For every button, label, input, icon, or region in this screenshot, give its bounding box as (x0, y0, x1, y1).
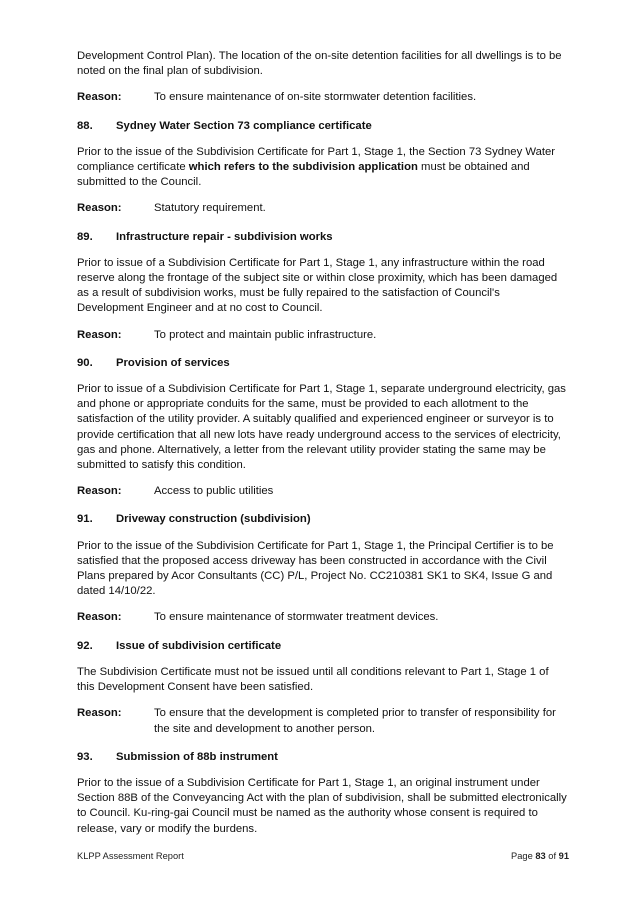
condition-text-emphasis: which refers to the subdivision application (188, 161, 418, 174)
condition-text: Prior to the issue of the Subdivision Certificate for Part 1, Stage 1, the Section 73 Sydney Water compliance certificate (77, 145, 556, 174)
condition-number: 92. (77, 639, 93, 652)
condition-paragraph: Prior to the issue of a Subdivision Certificate for Part 1, Stage 1, an original instrument under Section 88B of the Conveyancing Act with the plan of subdivision, shall be submitted electronically to Council. Ku-ring-gai Council must be named as the authority whose consent is required to release, vary or modify the burdens. (77, 776, 567, 835)
reason-text: To ensure maintenance of stormwater treatment devices. (154, 611, 439, 624)
reason-text: To protect and maintain public infrastructure. (154, 328, 377, 341)
condition-paragraph (77, 145, 569, 191)
reason-text: Statutory requirement. (154, 202, 266, 215)
reason-text: To ensure maintenance of on-site stormwater detention facilities. (154, 91, 477, 104)
reason-row (77, 328, 569, 343)
reason-text: To ensure that the development is completed prior to transfer of responsibility for the site and development to another person. (154, 707, 556, 735)
condition-number: 88. (77, 119, 93, 132)
reason-label: Reason: (77, 611, 122, 624)
condition-title: Provision of services (116, 356, 230, 369)
reason-row (77, 706, 569, 736)
condition-paragraph: Prior to issue of a Subdivision Certificate for Part 1, Stage 1, separate underground electricity, gas and phone or appropriate conduits for the same, must be provided to each allotment to the satisfaction of the utility provider. A suitably qualified and experienced engineer or surveyor is to provide certification that all new lots have ready underground access to the services of electricity, gas and phone. Alternatively, a letter from the relevant utility provider stating the same may be submitted to satisfy this condition. (77, 383, 566, 472)
condition-number: 90. (77, 356, 93, 369)
reason-label: Reason: (77, 707, 122, 720)
page-word: Page (511, 851, 533, 861)
footer-report-title: KLPP Assessment Report (77, 851, 184, 861)
condition-heading (77, 512, 569, 527)
condition-title: Driveway construction (subdivision) (116, 513, 311, 526)
reason-label: Reason: (77, 328, 122, 341)
condition-title: Sydney Water Section 73 compliance certificate (116, 119, 372, 132)
page-content (77, 49, 569, 837)
reason-text: Access to public utilities (154, 485, 274, 498)
reason-label: Reason: (77, 202, 122, 215)
page-footer (77, 851, 569, 861)
page-current: 83 (535, 851, 546, 861)
reason-row (77, 610, 569, 625)
condition-paragraph: Prior to issue of a Subdivision Certificate for Part 1, Stage 1, any infrastructure within the road reserve along the frontage of the subject site or within close proximity, which has been damaged as a result of subdivision works, must be fully repaired to the satisfaction of Council's Development Engineer and at no cost to Council. (77, 256, 558, 315)
condition-heading (77, 356, 569, 371)
page-number (511, 851, 569, 861)
condition-heading (77, 750, 569, 765)
condition-heading (77, 119, 569, 134)
condition-heading (77, 639, 569, 654)
page-of: of (548, 851, 557, 861)
page-total: 91 (558, 851, 569, 861)
condition-number: 93. (77, 750, 93, 763)
condition-title: Infrastructure repair - subdivision works (116, 230, 333, 243)
intro-paragraph: Development Control Plan). The location of the on-site detention facilities for all dwellings is to be noted on the final plan of subdivision. (77, 50, 562, 78)
condition-text: must be obtained and submitted to the Council. (77, 161, 530, 189)
condition-number: 91. (77, 513, 93, 526)
condition-title: Submission of 88b instrument (116, 750, 278, 763)
reason-row (77, 90, 569, 105)
reason-row (77, 484, 569, 499)
condition-number: 89. (77, 230, 93, 243)
reason-row (77, 201, 569, 216)
reason-label: Reason: (77, 91, 122, 104)
condition-paragraph: Prior to the issue of the Subdivision Certificate for Part 1, Stage 1, the Principal Certifier is to be satisfied that the proposed access driveway has been constructed in accordance with the Civil Plans prepared by Acor Consultants (CC) P/L, Project No. CC210381 SK1 to SK4, Issue G and dated 14/10/22. (77, 539, 554, 598)
reason-label: Reason: (77, 485, 122, 498)
condition-heading (77, 230, 569, 245)
condition-paragraph: The Subdivision Certificate must not be issued until all conditions relevant to Part 1, Stage 1 of this Development Consent have been satisfied. (77, 665, 549, 694)
condition-title: Issue of subdivision certificate (116, 639, 282, 652)
